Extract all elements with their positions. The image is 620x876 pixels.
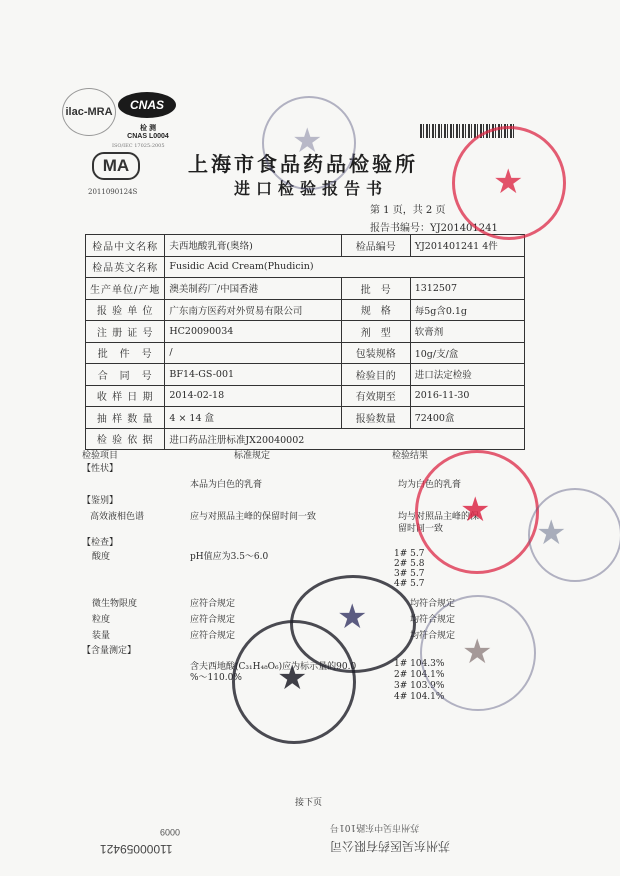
continued-next-page: 接下页 [295, 798, 323, 808]
micro-result: 均符合规定 [410, 599, 456, 609]
star-icon: ★ [536, 513, 567, 553]
fill-item: 装量 [92, 631, 111, 641]
ma-number: 2011090124S [88, 188, 138, 196]
star-icon: ★ [337, 597, 368, 637]
header-result: 检验结果 [392, 451, 429, 461]
star-icon: ★ [460, 490, 491, 530]
hplc-result: 均与对照品主峰的保 [398, 512, 480, 522]
assay-result: 2# 104.1% [394, 670, 445, 680]
cnas-logo: CNAS [118, 92, 176, 118]
table-row [86, 385, 525, 407]
field-value: 2014-02-18 [165, 385, 341, 407]
field-value: 2016-11-30 [410, 385, 524, 407]
section-identification: 【鉴别】 [82, 496, 119, 506]
acidity-result: 2# 5.8 [394, 559, 425, 569]
star-icon: ★ [292, 121, 323, 161]
field-label: 抽 样 数 量 [86, 407, 165, 429]
field-label: 批 件 号 [86, 342, 165, 364]
particle-result: 均符合规定 [410, 615, 456, 625]
field-value: 1312507 [410, 278, 524, 300]
star-icon: ★ [277, 658, 308, 698]
assay-result: 3# 103.9% [394, 681, 445, 691]
star-icon: ★ [493, 162, 524, 202]
micro-standard: 应符合规定 [190, 599, 236, 609]
field-label: 合 同 号 [86, 364, 165, 386]
field-value: 澳美制药厂/中国香港 [165, 278, 341, 300]
table-row [86, 256, 525, 278]
star-icon: ★ [462, 632, 493, 672]
field-label: 检品中文名称 [86, 235, 165, 257]
table-row [86, 235, 525, 257]
cnas-iso-text: ISO/IEC 17025:2005 [112, 143, 165, 149]
barcode [420, 124, 516, 138]
particle-item: 粒度 [92, 615, 111, 625]
appearance-standard: 本品为白色的乳膏 [190, 480, 263, 490]
table-row [86, 342, 525, 364]
cnas-caption [118, 125, 178, 141]
field-label: 注 册 证 号 [86, 321, 165, 343]
field-label: 包装规格 [341, 342, 410, 364]
section-appearance: 【性状】 [82, 464, 119, 474]
field-value: 软膏剂 [410, 321, 524, 343]
assay-result: 4# 104.1% [394, 692, 445, 702]
assay-standard-cont: %～110.0% [190, 673, 242, 683]
field-label: 检验目的 [341, 364, 410, 386]
fill-standard: 应符合规定 [190, 631, 236, 641]
assay-result: 1# 104.3% [394, 659, 445, 669]
document-title: 上海市食品药品检验所 [188, 152, 418, 176]
field-label: 检品英文名称 [86, 256, 165, 278]
field-value: BF14-GS-001 [165, 364, 341, 386]
field-value: / [165, 342, 341, 364]
field-label: 检 验 依 据 [86, 428, 165, 450]
cnas-caption-line1: 检 测 [140, 125, 156, 132]
field-value: HC20090034 [165, 321, 341, 343]
field-value: 夫西地酸乳膏(奥络) [165, 235, 341, 257]
fill-result: 均符合规定 [410, 631, 456, 641]
particle-standard: 应符合规定 [190, 615, 236, 625]
field-label: 检品编号 [341, 235, 410, 257]
table-row [86, 278, 525, 300]
hplc-standard: 应与对照品主峰的保留时间一致 [190, 512, 317, 522]
footer-code-large: 11000059421 [100, 842, 173, 856]
section-assay: 【含量测定】 [82, 646, 137, 656]
field-value: 4 × 14 盒 [165, 407, 341, 429]
field-value: 10g/支/盒 [410, 342, 524, 364]
field-value: 72400盒 [410, 407, 524, 429]
header-item: 检验项目 [82, 451, 119, 461]
table-row [86, 364, 525, 386]
field-label: 有效期至 [341, 385, 410, 407]
ilac-mra-logo: ilac-MRA [62, 88, 116, 136]
field-value: 广东南方医药对外贸易有限公司 [165, 299, 341, 321]
field-label: 批 号 [341, 278, 410, 300]
field-label: 报验数量 [341, 407, 410, 429]
stamp-partial-right [528, 488, 620, 582]
hplc-item: 高效液相色谱 [90, 512, 145, 522]
footer-company: 苏州东吴医药有限公司 [330, 839, 451, 853]
footer-address: 苏州市吴中东路101号 [330, 822, 420, 832]
field-value: YJ201401241 4件 [410, 235, 524, 257]
ma-logo: MA [92, 152, 140, 180]
acidity-item: 酸度 [92, 552, 111, 562]
stamp-guangdong-nanfang [232, 620, 356, 744]
appearance-result: 均为白色的乳膏 [398, 480, 462, 490]
acidity-result: 3# 5.7 [394, 569, 425, 579]
table-row [86, 321, 525, 343]
table-row [86, 428, 525, 450]
acidity-result: 4# 5.7 [394, 579, 425, 589]
field-value: 进口药品注册标准JX20040002 [165, 428, 525, 450]
field-value: 进口法定检验 [410, 364, 524, 386]
field-value: Fusidic Acid Cream(Phudicin) [165, 256, 525, 278]
document-subtitle: 进口检验报告书 [234, 179, 389, 198]
sample-info-table [85, 234, 525, 450]
table-row [86, 407, 525, 429]
field-label: 报 验 单 位 [86, 299, 165, 321]
field-label: 剂 型 [341, 321, 410, 343]
field-label: 规 格 [341, 299, 410, 321]
page-info: 第 1 页，共 2 页 [370, 205, 446, 216]
field-label: 生产单位/产地 [86, 278, 165, 300]
field-value: 每5g含0.1g [410, 299, 524, 321]
table-row [86, 299, 525, 321]
micro-item: 微生物限度 [92, 599, 138, 609]
cnas-caption-line2: CNAS L0004 [127, 133, 169, 140]
field-label: 收 样 日 期 [86, 385, 165, 407]
hplc-result-cont: 留时间一致 [398, 524, 444, 534]
assay-standard: 含夫西地酸(C₃₁H₄₈O₆)应为标示量的90.0 [190, 662, 357, 672]
header-standard: 标准规定 [234, 451, 271, 461]
acidity-result: 1# 5.7 [394, 549, 425, 559]
section-inspection: 【检查】 [82, 538, 119, 548]
footer-code-small: 0009 [160, 827, 181, 837]
acidity-standard: pH值应为3.5～6.0 [190, 552, 269, 562]
report-number: 报告书编号：YJ201401241 [370, 223, 498, 234]
